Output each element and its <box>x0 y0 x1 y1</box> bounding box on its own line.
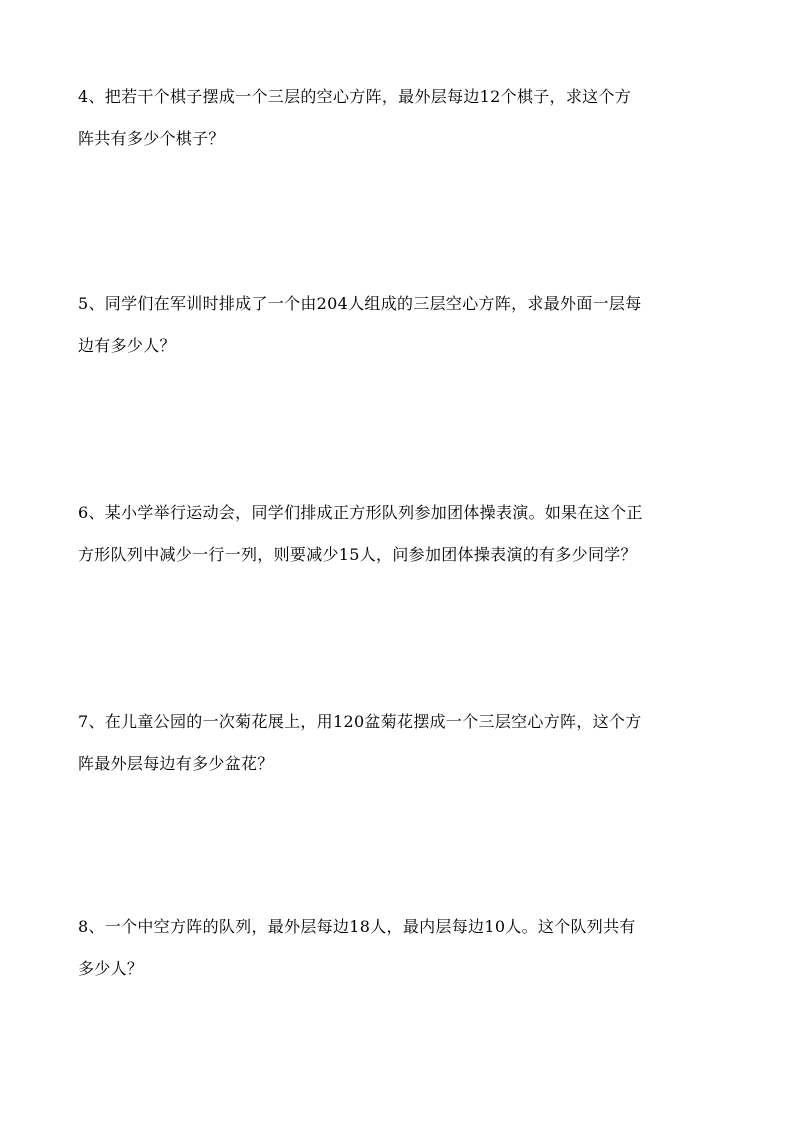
problem-line: 5、同学们在军训时排成了一个由204人组成的三层空心方阵，求最外面一层每 <box>78 294 642 313</box>
problem-line: 4、把若干个棋子摆成一个三层的空心方阵，最外层每边12个棋子，求这个方 <box>78 87 632 106</box>
problem-5 <box>78 283 724 367</box>
problem-line: 边有多少人？ <box>78 336 176 355</box>
problem-line: 方形队列中减少一行一列，则要减少15人，问参加团体操表演的有多少同学？ <box>78 545 637 564</box>
problem-line: 阵最外层每边有多少盆花？ <box>78 754 274 773</box>
problem-7 <box>78 701 724 785</box>
problem-4 <box>78 76 724 160</box>
problem-line: 阵共有多少个棋子？ <box>78 129 225 148</box>
problem-8 <box>78 906 724 990</box>
problem-line: 多少人？ <box>78 959 144 978</box>
problem-line: 8、一个中空方阵的队列，最外层每边18人，最内层每边10人。这个队列共有 <box>78 917 636 936</box>
problem-line: 7、在儿童公园的一次菊花展上，用120盆菊花摆成一个三层空心方阵，这个方 <box>78 712 642 731</box>
problem-line: 6、某小学举行运动会，同学们排成正方形队列参加团体操表演。如果在这个正 <box>78 503 643 522</box>
problem-6 <box>78 492 724 576</box>
